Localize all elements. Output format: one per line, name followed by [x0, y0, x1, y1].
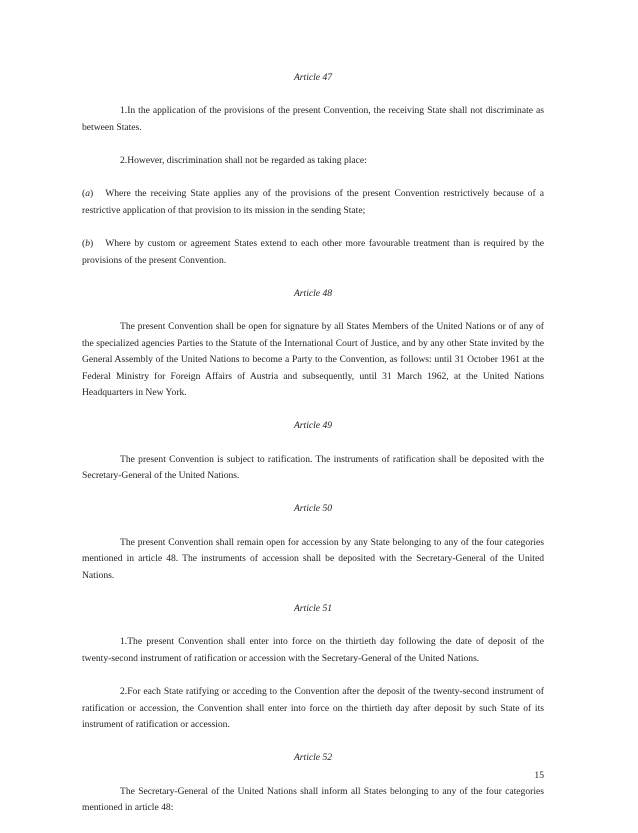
article-heading: Article 52 — [293, 752, 333, 764]
document-body — [82, 70, 544, 833]
item-label: b — [85, 237, 90, 249]
article-paragraph: The present Convention shall be open for signature by all States Members of the United Nations or of any of the specialized agencies Parties to the Statute of the International Court of Justice, and by any other State invited by the General Assembly of the United Nations to become a Party to the Convention, as follows: until 31 October 1961 at the Federal Ministry for Foreign Affairs of Austria and subsequently, until 31 March 1962, at the United Nations Headquarters in New York. — [82, 320, 544, 399]
list-item: (b) Where by custom or agreement States extend to each other more favourable treatment than is required by the provisions of the present Convention. — [82, 237, 544, 266]
item-label: a — [85, 188, 90, 200]
item-text: Where by custom or agreement States extend to each other more favourable treatment than is required by the provisions of the present Convention. — [82, 237, 544, 266]
list-item: (a) Where the receiving State applies any of the provisions of the present Convention restrictively because of a restrictive application of that provision to its mission in the sending State; — [82, 188, 544, 216]
page-number: 15 — [534, 770, 544, 781]
article-paragraph: The present Convention shall remain open for accession by any State belonging to any of the four categories mentioned in article 48. The instruments of accession shall be deposited with the Secretary-General of the United Nations. — [82, 536, 544, 581]
article-paragraph: The present Convention is subject to ratification. The instruments of ratification shall be deposited with the Secretary-General of the United Nations. — [82, 453, 544, 482]
article-48 — [82, 286, 544, 402]
article-paragraph: 1.In the application of the provisions of the present Convention, the receiving State shall not discriminate as between States. — [82, 105, 544, 133]
article-paragraph: The Secretary-General of the United Nations shall inform all States belonging to any of the four categories mentioned in article 48: — [82, 785, 544, 814]
item-text: Where the receiving State applies any of the provisions of the present Convention restrictively because of a restrictive application of that provision to its mission in the sending State; — [82, 188, 544, 216]
article-heading: Article 51 — [293, 603, 333, 614]
article-paragraph: 1.The present Convention shall enter into force on the thirtieth day following the date of deposit of the twenty-second instrument of ratification or accession with the Secretary-General of the United Nations. — [82, 636, 544, 664]
article-47 — [82, 70, 544, 269]
article-heading: Article 49 — [293, 420, 333, 432]
article-49 — [82, 418, 544, 484]
article-heading: Article 47 — [293, 72, 333, 83]
article-paragraph: 2.However, discrimination shall not be regarded as taking place: — [120, 154, 367, 166]
article-paragraph: 2.For each State ratifying or acceding to the Convention after the deposit of the twenty-second instrument of ratification or accession, the Convention shall enter into force on the thirtieth day after deposit by such State of its instrument of ratification or accession. — [82, 685, 544, 731]
article-heading: Article 48 — [293, 287, 333, 299]
article-51 — [82, 601, 544, 734]
article-heading: Article 50 — [293, 503, 333, 515]
article-52 — [82, 750, 544, 816]
article-50 — [82, 501, 544, 584]
